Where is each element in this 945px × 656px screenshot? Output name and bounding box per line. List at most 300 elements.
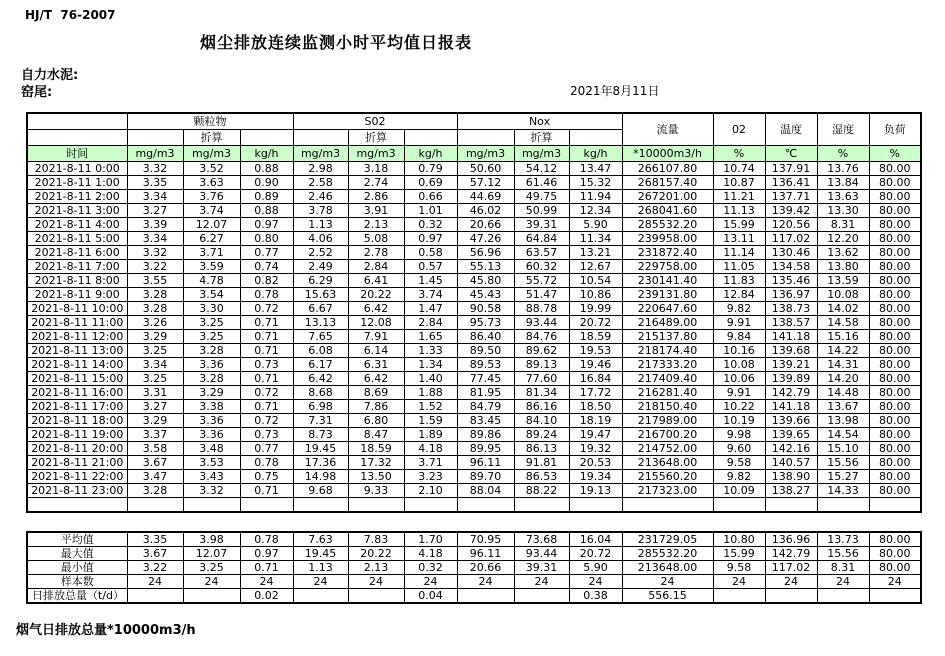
value-cell: 46.02 bbox=[457, 204, 514, 218]
value-cell: 3.54 bbox=[183, 288, 240, 302]
blank-cell bbox=[293, 130, 348, 146]
value-cell: 80.00 bbox=[869, 204, 921, 218]
empty-cell bbox=[348, 498, 404, 513]
value-cell: 10.22 bbox=[713, 400, 765, 414]
summary-value-cell: 80.00 bbox=[869, 532, 921, 547]
empty-cell bbox=[817, 498, 869, 513]
value-cell: 3.18 bbox=[348, 162, 404, 176]
value-cell: 3.22 bbox=[127, 260, 183, 274]
value-cell: 20.72 bbox=[569, 316, 622, 330]
value-cell: 44.69 bbox=[457, 190, 514, 204]
time-cell: 2021-8-11 22:00 bbox=[27, 470, 127, 484]
value-cell: 3.48 bbox=[183, 442, 240, 456]
value-cell: 86.16 bbox=[514, 400, 569, 414]
value-cell: 11.05 bbox=[713, 260, 765, 274]
value-cell: 50.99 bbox=[514, 204, 569, 218]
value-cell: 3.27 bbox=[127, 400, 183, 414]
time-cell: 2021-8-11 11:00 bbox=[27, 316, 127, 330]
time-cell: 2021-8-11 15:00 bbox=[27, 372, 127, 386]
value-cell: 81.34 bbox=[514, 386, 569, 400]
value-cell: 230141.40 bbox=[622, 274, 713, 288]
summary-value-cell: 5.90 bbox=[569, 561, 622, 575]
value-cell: 0.71 bbox=[240, 400, 293, 414]
summary-value-cell bbox=[293, 589, 348, 604]
empty-row bbox=[27, 498, 921, 513]
unit-cell: mg/m3 bbox=[348, 146, 404, 162]
value-cell: 6.67 bbox=[293, 302, 348, 316]
header-group-row bbox=[27, 113, 921, 130]
value-cell: 0.71 bbox=[240, 484, 293, 498]
converted-label-pm: 折算 bbox=[183, 130, 240, 146]
value-cell: 12.34 bbox=[569, 204, 622, 218]
value-cell: 3.28 bbox=[127, 288, 183, 302]
value-cell: 8.31 bbox=[817, 218, 869, 232]
value-cell: 13.50 bbox=[348, 470, 404, 484]
value-cell: 7.65 bbox=[293, 330, 348, 344]
time-cell: 2021-8-11 9:00 bbox=[27, 288, 127, 302]
empty-cell bbox=[622, 498, 713, 513]
table-row bbox=[27, 442, 921, 456]
summary-value-cell: 93.44 bbox=[514, 547, 569, 561]
summary-value-cell: 231729.05 bbox=[622, 532, 713, 547]
value-cell: 3.29 bbox=[183, 386, 240, 400]
summary-value-cell: 19.45 bbox=[293, 547, 348, 561]
value-cell: 80.00 bbox=[869, 330, 921, 344]
value-cell: 140.57 bbox=[765, 456, 817, 470]
summary-value-cell: 24 bbox=[569, 575, 622, 589]
value-cell: 3.74 bbox=[183, 204, 240, 218]
value-cell: 3.34 bbox=[127, 358, 183, 372]
value-cell: 135.46 bbox=[765, 274, 817, 288]
time-cell: 2021-8-11 6:00 bbox=[27, 246, 127, 260]
value-cell: 13.30 bbox=[817, 204, 869, 218]
value-cell: 14.22 bbox=[817, 344, 869, 358]
value-cell: 15.16 bbox=[817, 330, 869, 344]
summary-value-cell: 24 bbox=[127, 575, 183, 589]
value-cell: 19.53 bbox=[569, 344, 622, 358]
value-cell: 19.34 bbox=[569, 470, 622, 484]
summary-value-cell: 9.58 bbox=[713, 561, 765, 575]
summary-value-cell: 3.67 bbox=[127, 547, 183, 561]
value-cell: 7.91 bbox=[348, 330, 404, 344]
value-cell: 3.26 bbox=[127, 316, 183, 330]
value-cell: 14.54 bbox=[817, 428, 869, 442]
value-cell: 1.33 bbox=[404, 344, 457, 358]
summary-value-cell: 3.98 bbox=[183, 532, 240, 547]
value-cell: 139.42 bbox=[765, 204, 817, 218]
value-cell: 3.74 bbox=[404, 288, 457, 302]
value-cell: 80.00 bbox=[869, 428, 921, 442]
value-cell: 3.28 bbox=[127, 484, 183, 498]
value-cell: 80.00 bbox=[869, 246, 921, 260]
time-cell: 2021-8-11 3:00 bbox=[27, 204, 127, 218]
table-row bbox=[27, 344, 921, 358]
table-header bbox=[27, 113, 921, 162]
value-cell: 12.07 bbox=[183, 218, 240, 232]
value-cell: 216700.20 bbox=[622, 428, 713, 442]
empty-cell bbox=[457, 498, 514, 513]
value-cell: 217409.40 bbox=[622, 372, 713, 386]
summary-value-cell: 24 bbox=[240, 575, 293, 589]
corner-cell bbox=[27, 130, 127, 146]
value-cell: 3.59 bbox=[183, 260, 240, 274]
time-cell: 2021-8-11 7:00 bbox=[27, 260, 127, 274]
table-row bbox=[27, 330, 921, 344]
value-cell: 1.59 bbox=[404, 414, 457, 428]
value-cell: 15.32 bbox=[569, 176, 622, 190]
value-cell: 139.68 bbox=[765, 344, 817, 358]
value-cell: 1.88 bbox=[404, 386, 457, 400]
value-cell: 0.97 bbox=[404, 232, 457, 246]
value-cell: 239131.80 bbox=[622, 288, 713, 302]
value-cell: 213648.00 bbox=[622, 456, 713, 470]
value-cell: 9.82 bbox=[713, 470, 765, 484]
summary-value-cell: 213648.00 bbox=[622, 561, 713, 575]
value-cell: 139.65 bbox=[765, 428, 817, 442]
value-cell: 1.52 bbox=[404, 400, 457, 414]
empty-cell bbox=[869, 498, 921, 513]
value-cell: 11.83 bbox=[713, 274, 765, 288]
value-cell: 3.27 bbox=[127, 204, 183, 218]
value-cell: 0.58 bbox=[404, 246, 457, 260]
value-cell: 0.69 bbox=[404, 176, 457, 190]
value-cell: 0.57 bbox=[404, 260, 457, 274]
value-cell: 89.50 bbox=[457, 344, 514, 358]
value-cell: 120.56 bbox=[765, 218, 817, 232]
value-cell: 9.68 bbox=[293, 484, 348, 498]
value-cell: 13.98 bbox=[817, 414, 869, 428]
value-cell: 10.16 bbox=[713, 344, 765, 358]
empty-cell bbox=[240, 498, 293, 513]
value-cell: 14.31 bbox=[817, 358, 869, 372]
value-cell: 18.59 bbox=[569, 330, 622, 344]
summary-value-cell: 3.35 bbox=[127, 532, 183, 547]
summary-value-cell: 24 bbox=[404, 575, 457, 589]
value-cell: 2.58 bbox=[293, 176, 348, 190]
value-cell: 6.31 bbox=[348, 358, 404, 372]
value-cell: 10.86 bbox=[569, 288, 622, 302]
summary-value-cell: 13.73 bbox=[817, 532, 869, 547]
value-cell: 12.84 bbox=[713, 288, 765, 302]
value-cell: 88.04 bbox=[457, 484, 514, 498]
value-cell: 3.28 bbox=[183, 344, 240, 358]
time-cell: 2021-8-11 13:00 bbox=[27, 344, 127, 358]
summary-value-cell bbox=[817, 589, 869, 604]
value-cell: 266107.80 bbox=[622, 162, 713, 176]
value-cell: 214752.00 bbox=[622, 442, 713, 456]
value-cell: 10.74 bbox=[713, 162, 765, 176]
value-cell: 3.78 bbox=[293, 204, 348, 218]
value-cell: 80.00 bbox=[869, 316, 921, 330]
value-cell: 3.28 bbox=[127, 302, 183, 316]
summary-value-cell: 80.00 bbox=[869, 561, 921, 575]
value-cell: 138.73 bbox=[765, 302, 817, 316]
value-cell: 10.06 bbox=[713, 372, 765, 386]
value-cell: 89.13 bbox=[514, 358, 569, 372]
value-cell: 3.32 bbox=[127, 162, 183, 176]
value-cell: 80.00 bbox=[869, 386, 921, 400]
summary-value-cell bbox=[348, 589, 404, 604]
summary-value-cell bbox=[713, 589, 765, 604]
report-title: 烟尘排放连续监测小时平均值日报表 bbox=[199, 33, 472, 52]
unit-cell: mg/m3 bbox=[514, 146, 569, 162]
value-cell: 0.73 bbox=[240, 358, 293, 372]
value-cell: 9.91 bbox=[713, 316, 765, 330]
value-cell: 0.79 bbox=[404, 162, 457, 176]
value-cell: 80.00 bbox=[869, 484, 921, 498]
value-cell: 3.47 bbox=[127, 470, 183, 484]
value-cell: 89.53 bbox=[457, 358, 514, 372]
table-row bbox=[27, 358, 921, 372]
value-cell: 18.19 bbox=[569, 414, 622, 428]
value-cell: 56.96 bbox=[457, 246, 514, 260]
value-cell: 80.00 bbox=[869, 260, 921, 274]
value-cell: 0.88 bbox=[240, 162, 293, 176]
table-row bbox=[27, 274, 921, 288]
value-cell: 55.13 bbox=[457, 260, 514, 274]
value-cell: 89.86 bbox=[457, 428, 514, 442]
value-cell: 77.45 bbox=[457, 372, 514, 386]
value-cell: 2.84 bbox=[348, 260, 404, 274]
value-cell: 9.91 bbox=[713, 386, 765, 400]
value-cell: 0.71 bbox=[240, 330, 293, 344]
value-cell: 88.22 bbox=[514, 484, 569, 498]
unit-cell: *10000m3/h bbox=[622, 146, 713, 162]
value-cell: 14.02 bbox=[817, 302, 869, 316]
value-cell: 3.25 bbox=[183, 316, 240, 330]
value-cell: 19.99 bbox=[569, 302, 622, 316]
value-cell: 2.46 bbox=[293, 190, 348, 204]
table-row bbox=[27, 162, 921, 176]
summary-value-cell: 556.15 bbox=[622, 589, 713, 604]
value-cell: 45.43 bbox=[457, 288, 514, 302]
value-cell: 9.58 bbox=[713, 456, 765, 470]
value-cell: 139.21 bbox=[765, 358, 817, 372]
summary-value-cell bbox=[183, 589, 240, 604]
summary-value-cell: 24 bbox=[348, 575, 404, 589]
value-cell: 13.76 bbox=[817, 162, 869, 176]
value-cell: 8.73 bbox=[293, 428, 348, 442]
time-header: 时间 bbox=[27, 146, 127, 162]
value-cell: 95.73 bbox=[457, 316, 514, 330]
value-cell: 130.46 bbox=[765, 246, 817, 260]
summary-row bbox=[27, 547, 921, 561]
summary-value-cell: 20.66 bbox=[457, 561, 514, 575]
value-cell: 80.00 bbox=[869, 400, 921, 414]
value-cell: 0.73 bbox=[240, 428, 293, 442]
summary-row bbox=[27, 532, 921, 547]
value-cell: 3.37 bbox=[127, 428, 183, 442]
value-cell: 19.13 bbox=[569, 484, 622, 498]
value-cell: 13.47 bbox=[569, 162, 622, 176]
value-cell: 54.12 bbox=[514, 162, 569, 176]
summary-value-cell: 24 bbox=[183, 575, 240, 589]
unit-cell: mg/m3 bbox=[127, 146, 183, 162]
value-cell: 3.71 bbox=[183, 246, 240, 260]
table-row bbox=[27, 246, 921, 260]
value-cell: 15.56 bbox=[817, 456, 869, 470]
value-cell: 3.25 bbox=[183, 330, 240, 344]
unit-cell: kg/h bbox=[240, 146, 293, 162]
group-pm: 颗粒物 bbox=[127, 113, 293, 130]
blank-cell bbox=[404, 130, 457, 146]
value-cell: 10.87 bbox=[713, 176, 765, 190]
value-cell: 6.14 bbox=[348, 344, 404, 358]
value-cell: 1.89 bbox=[404, 428, 457, 442]
unit-cell: mg/m3 bbox=[293, 146, 348, 162]
value-cell: 80.00 bbox=[869, 456, 921, 470]
value-cell: 1.65 bbox=[404, 330, 457, 344]
value-cell: 0.71 bbox=[240, 344, 293, 358]
value-cell: 10.19 bbox=[713, 414, 765, 428]
summary-label: 平均值 bbox=[27, 532, 127, 547]
value-cell: 19.45 bbox=[293, 442, 348, 456]
summary-rows bbox=[27, 532, 921, 603]
value-cell: 80.00 bbox=[869, 274, 921, 288]
value-cell: 55.72 bbox=[514, 274, 569, 288]
value-cell: 6.08 bbox=[293, 344, 348, 358]
value-cell: 3.35 bbox=[127, 176, 183, 190]
value-cell: 1.47 bbox=[404, 302, 457, 316]
value-cell: 141.18 bbox=[765, 330, 817, 344]
summary-value-cell: 73.68 bbox=[514, 532, 569, 547]
value-cell: 20.53 bbox=[569, 456, 622, 470]
value-cell: 88.78 bbox=[514, 302, 569, 316]
value-cell: 50.60 bbox=[457, 162, 514, 176]
value-cell: 2.52 bbox=[293, 246, 348, 260]
value-cell: 216489.00 bbox=[622, 316, 713, 330]
value-cell: 3.36 bbox=[183, 414, 240, 428]
value-cell: 6.42 bbox=[348, 302, 404, 316]
value-cell: 5.90 bbox=[569, 218, 622, 232]
header-humidity: 湿度 bbox=[817, 113, 869, 146]
value-cell: 14.33 bbox=[817, 484, 869, 498]
value-cell: 138.27 bbox=[765, 484, 817, 498]
value-cell: 7.31 bbox=[293, 414, 348, 428]
value-cell: 8.47 bbox=[348, 428, 404, 442]
value-cell: 0.80 bbox=[240, 232, 293, 246]
value-cell: 3.36 bbox=[183, 358, 240, 372]
summary-value-cell: 136.96 bbox=[765, 532, 817, 547]
value-cell: 6.17 bbox=[293, 358, 348, 372]
value-cell: 61.46 bbox=[514, 176, 569, 190]
value-cell: 6.41 bbox=[348, 274, 404, 288]
summary-value-cell: 0.38 bbox=[569, 589, 622, 604]
value-cell: 1.01 bbox=[404, 204, 457, 218]
table-row bbox=[27, 288, 921, 302]
value-cell: 93.44 bbox=[514, 316, 569, 330]
table-row bbox=[27, 302, 921, 316]
summary-value-cell bbox=[457, 589, 514, 604]
time-cell: 2021-8-11 10:00 bbox=[27, 302, 127, 316]
empty-cell bbox=[765, 498, 817, 513]
value-cell: 3.63 bbox=[183, 176, 240, 190]
value-cell: 215137.80 bbox=[622, 330, 713, 344]
value-cell: 3.43 bbox=[183, 470, 240, 484]
unit-cell: mg/m3 bbox=[183, 146, 240, 162]
time-cell: 2021-8-11 0:00 bbox=[27, 162, 127, 176]
value-cell: 9.84 bbox=[713, 330, 765, 344]
value-cell: 231872.40 bbox=[622, 246, 713, 260]
converted-label-so2: 折算 bbox=[348, 130, 404, 146]
summary-value-cell: 24 bbox=[817, 575, 869, 589]
value-cell: 13.21 bbox=[569, 246, 622, 260]
time-cell: 2021-8-11 16:00 bbox=[27, 386, 127, 400]
value-cell: 4.18 bbox=[404, 442, 457, 456]
value-cell: 0.77 bbox=[240, 246, 293, 260]
value-cell: 137.91 bbox=[765, 162, 817, 176]
value-cell: 3.32 bbox=[127, 246, 183, 260]
header-o2: 02 bbox=[713, 113, 765, 146]
value-cell: 9.33 bbox=[348, 484, 404, 498]
value-cell: 268157.40 bbox=[622, 176, 713, 190]
value-cell: 0.32 bbox=[404, 218, 457, 232]
value-cell: 3.39 bbox=[127, 218, 183, 232]
value-cell: 84.79 bbox=[457, 400, 514, 414]
value-cell: 10.08 bbox=[713, 358, 765, 372]
value-cell: 89.62 bbox=[514, 344, 569, 358]
value-cell: 136.41 bbox=[765, 176, 817, 190]
summary-value-cell: 20.72 bbox=[569, 547, 622, 561]
value-cell: 17.32 bbox=[348, 456, 404, 470]
empty-cell bbox=[27, 498, 127, 513]
value-cell: 3.25 bbox=[127, 344, 183, 358]
value-cell: 9.60 bbox=[713, 442, 765, 456]
unit-cell: % bbox=[713, 146, 765, 162]
value-cell: 13.59 bbox=[817, 274, 869, 288]
empty-cell bbox=[514, 498, 569, 513]
value-cell: 3.31 bbox=[127, 386, 183, 400]
table-row bbox=[27, 316, 921, 330]
blank-cell bbox=[127, 130, 183, 146]
summary-value-cell: 70.95 bbox=[457, 532, 514, 547]
value-cell: 0.71 bbox=[240, 316, 293, 330]
table-row bbox=[27, 400, 921, 414]
blank-cell bbox=[457, 130, 514, 146]
table-row bbox=[27, 176, 921, 190]
header-flow: 流量 bbox=[622, 113, 713, 146]
time-cell: 2021-8-11 4:00 bbox=[27, 218, 127, 232]
value-cell: 3.38 bbox=[183, 400, 240, 414]
value-cell: 134.58 bbox=[765, 260, 817, 274]
value-cell: 6.42 bbox=[348, 372, 404, 386]
value-cell: 64.84 bbox=[514, 232, 569, 246]
value-cell: 142.16 bbox=[765, 442, 817, 456]
value-cell: 15.99 bbox=[713, 218, 765, 232]
value-cell: 2.78 bbox=[348, 246, 404, 260]
value-cell: 86.13 bbox=[514, 442, 569, 456]
table-row bbox=[27, 218, 921, 232]
value-cell: 138.90 bbox=[765, 470, 817, 484]
time-cell: 2021-8-11 8:00 bbox=[27, 274, 127, 288]
time-cell: 2021-8-11 19:00 bbox=[27, 428, 127, 442]
value-cell: 80.00 bbox=[869, 442, 921, 456]
value-cell: 12.08 bbox=[348, 316, 404, 330]
header-temp: 温度 bbox=[765, 113, 817, 146]
value-cell: 3.55 bbox=[127, 274, 183, 288]
value-cell: 49.75 bbox=[514, 190, 569, 204]
summary-value-cell: 0.02 bbox=[240, 589, 293, 604]
summary-label: 样本数 bbox=[27, 575, 127, 589]
table-row bbox=[27, 372, 921, 386]
summary-value-cell: 117.02 bbox=[765, 561, 817, 575]
value-cell: 13.63 bbox=[817, 190, 869, 204]
summary-value-cell: 4.18 bbox=[404, 547, 457, 561]
value-cell: 14.98 bbox=[293, 470, 348, 484]
value-cell: 220647.60 bbox=[622, 302, 713, 316]
value-cell: 80.00 bbox=[869, 288, 921, 302]
value-cell: 4.78 bbox=[183, 274, 240, 288]
